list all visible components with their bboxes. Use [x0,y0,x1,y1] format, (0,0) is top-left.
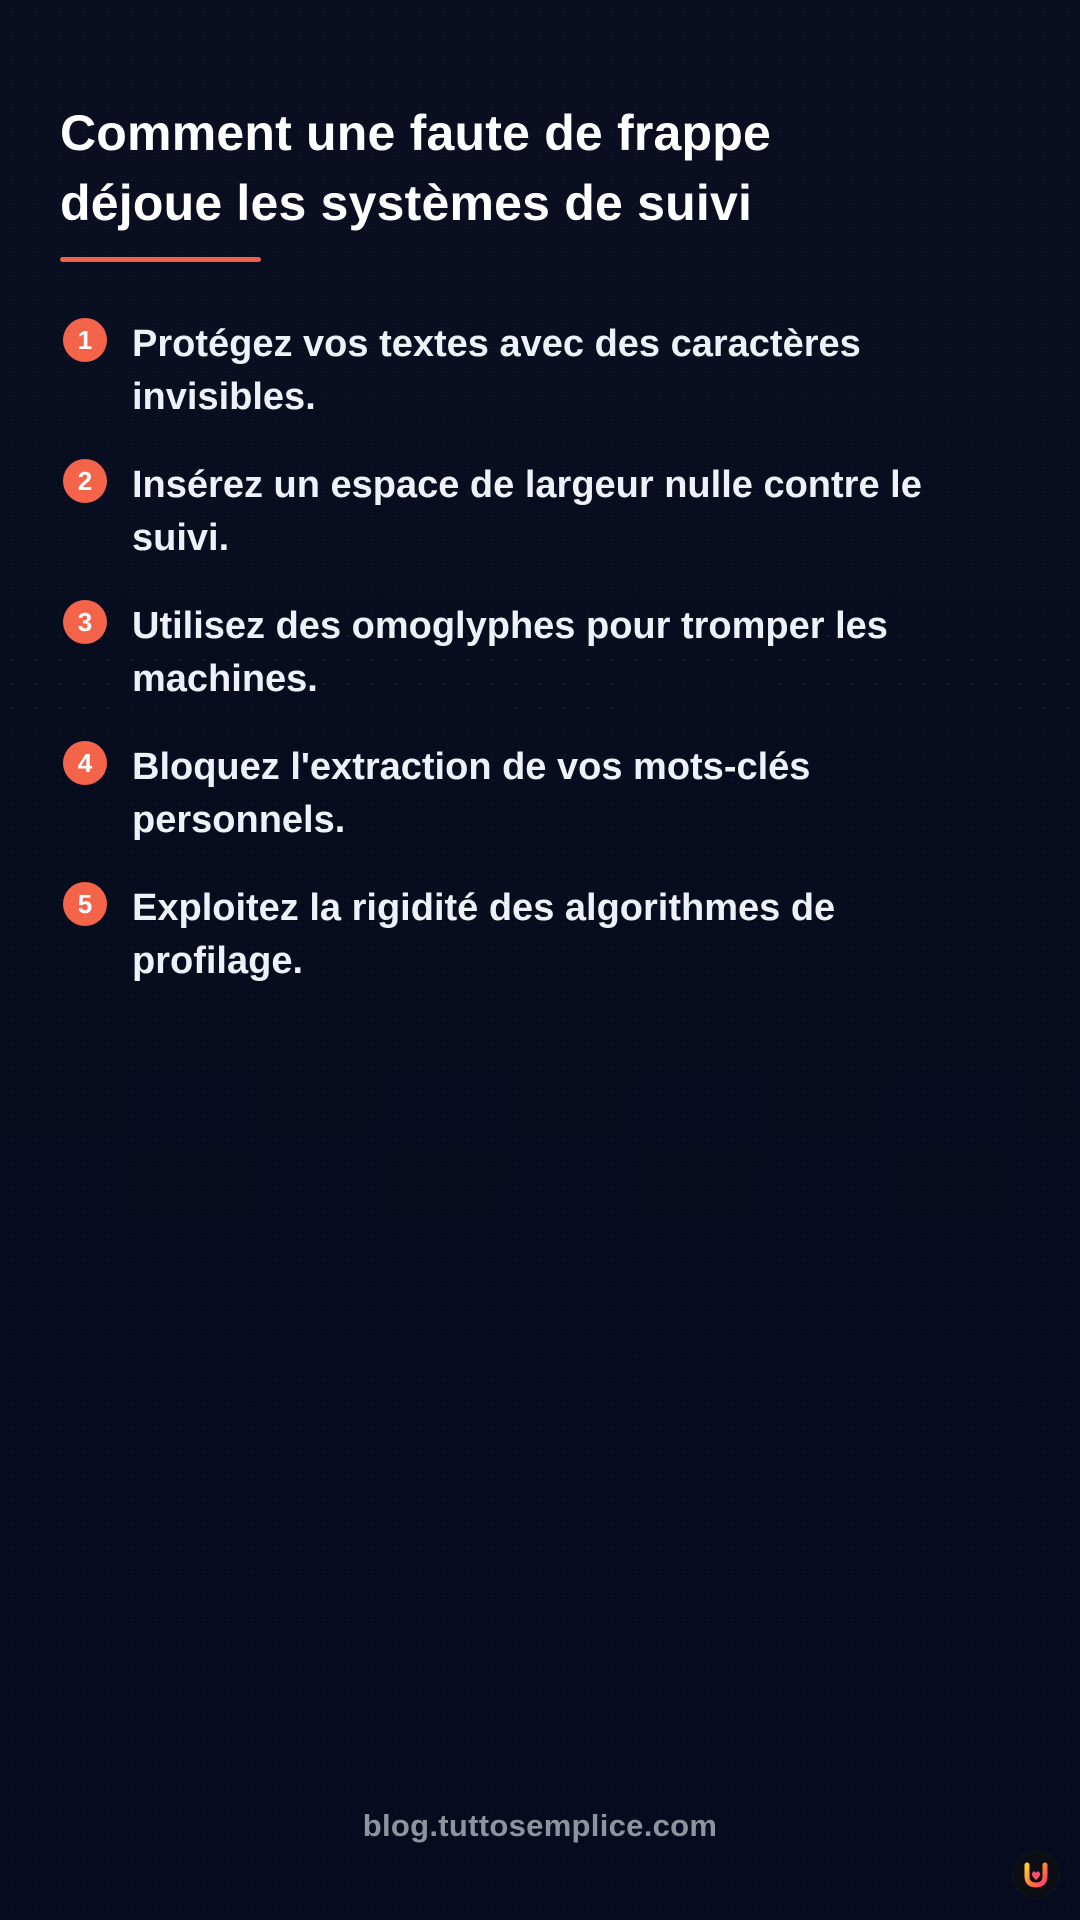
page-title-line-2: déjoue les systèmes de suivi [60,175,753,231]
footer-url[interactable]: blog.tuttosemplice.com [362,1808,718,1843]
tip-text [132,318,1032,424]
tip-text-line: Utilisez des omoglyphes pour tromper les [132,605,888,647]
tip-item-2 [0,453,1080,594]
title-accent-divider [60,257,261,262]
tip-text-line: personnels. [132,799,346,841]
u-heart-logo-icon [1013,1852,1059,1898]
tip-text [132,882,1032,988]
tip-item-3 [0,594,1080,735]
tip-text [132,459,1032,565]
tip-text-line: profilage. [132,940,304,982]
page-title-line-1: Comment une faute de frappe [60,105,772,161]
tip-number-badge: 3 [63,600,107,644]
tip-number-badge: 1 [63,318,107,362]
tip-text [132,741,1032,847]
tip-text-line: machines. [132,658,318,700]
tip-text-line: Insérez un espace de largeur nulle contre le [132,464,922,506]
tip-text [132,600,1032,706]
tip-item-4 [0,735,1080,876]
tip-text-line: Exploitez la rigidité des algorithmes de [132,887,836,929]
tip-text-line: suivi. [132,517,230,559]
tip-number-badge: 2 [63,459,107,503]
logo-glyph [1013,1852,1059,1898]
tip-text-line: invisibles. [132,376,316,418]
page-title [60,98,1020,238]
tips-list [0,312,1080,1017]
tip-item-5 [0,876,1080,1017]
tip-number-badge: 5 [63,882,107,926]
tip-text-line: Bloquez l'extraction de vos mots-clés [132,746,811,788]
tip-item-1 [0,312,1080,453]
tip-text-line: Protégez vos textes avec des caractères [132,323,861,365]
tip-number-badge: 4 [63,741,107,785]
